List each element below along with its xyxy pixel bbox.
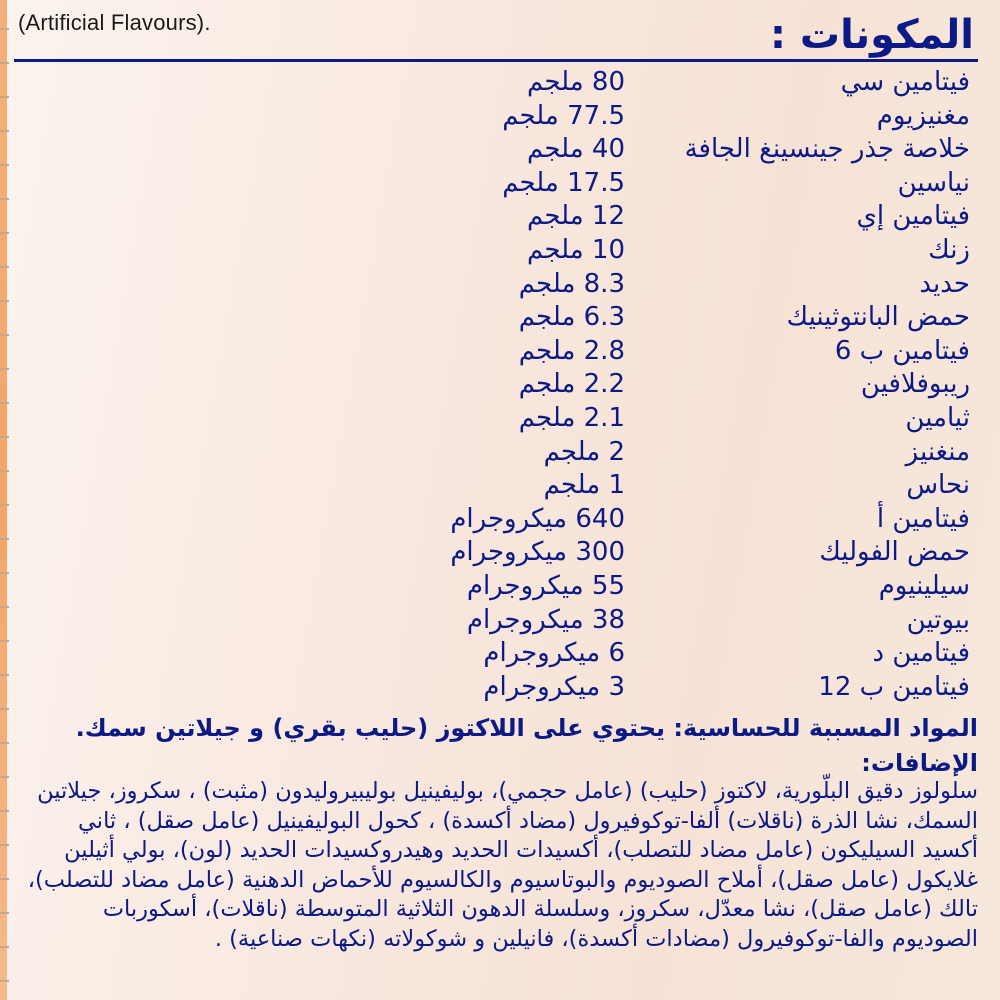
ingredient-name: فيتامين ب 6 xyxy=(834,335,970,366)
ingredient-name: ثيامين xyxy=(905,402,970,433)
ingredient-name: حديد xyxy=(919,268,970,299)
ingredient-quantity: 6 ميكروجرام xyxy=(483,638,625,669)
ingredient-quantity: 10 ملجم xyxy=(527,234,625,265)
ingredient-name: نياسين xyxy=(897,167,970,198)
edge-tick xyxy=(0,62,9,64)
edge-tick xyxy=(0,776,9,778)
ingredient-row xyxy=(0,502,1000,536)
ingredient-name: فيتامين ب 12 xyxy=(818,671,970,702)
ingredient-name: فيتامين سي xyxy=(840,67,970,97)
ingredient-quantity: 80 ملجم xyxy=(527,67,625,97)
edge-tick xyxy=(0,946,9,948)
edge-tick xyxy=(0,878,9,880)
ingredient-name: خلاصة جذر جينسينغ الجافة xyxy=(684,134,970,165)
ingredient-row xyxy=(0,670,1000,704)
additives-text: سلولوز دقيق البلّورية، لاكتوز (حليب) (عامل حجمي)، بوليفينيل بوليبيروليدون (مثبت) ، سكروز، جيلاتين السمك، نشا الذرة (ناقلات) ألفا-توكوفيرول (مضاد أكسدة) ، كحول البوليفينيل (عامل صقل) ، ثاني أكسيد السيليكون (عامل مضاد للتصلب)، أكسيدات الحديد وهيدروكسيدات الحديد (لون)، بولي أثيلين غلايكول (عامل صقل)، أملاح الصوديوم والبوتاسيوم والكالسيوم للأحماض الدهنية (عامل مضاد للتصلب)، تالك (عامل صقل)، نشا معدّل، سكروز، وسلسلة الدهون الثلاثية المتوسطة (ناقلات)، أسكوربات الصوديوم والفا-توكوفيرول (مضادات أكسدة)، فانيلين و شوكولاته (نكهات صناعية) . xyxy=(27,778,978,952)
ingredient-row xyxy=(0,300,1000,334)
ingredient-name: فيتامين أ xyxy=(876,503,970,534)
ingredient-quantity: 640 ميكروجرام xyxy=(450,503,625,534)
heading-underline xyxy=(14,59,978,62)
ingredient-row xyxy=(0,603,1000,637)
edge-tick xyxy=(0,844,9,846)
ingredient-row xyxy=(0,334,1000,368)
ingredient-name: مغنيزيوم xyxy=(876,100,970,131)
ingredient-row xyxy=(0,401,1000,435)
ingredient-quantity: 1 ملجم xyxy=(543,470,625,501)
ingredient-quantity: 8.3 ملجم xyxy=(518,268,625,299)
ingredient-name: زنك xyxy=(928,234,970,265)
ingredient-row xyxy=(0,199,1000,233)
ingredient-quantity: 55 ميكروجرام xyxy=(466,570,625,601)
edge-tick xyxy=(0,28,9,30)
ingredient-name: بيوتين xyxy=(906,604,970,635)
allergen-statement: المواد المسببة للحساسية: يحتوي على اللاكتوز (حليب بقري) و جيلاتين سمك. xyxy=(75,714,978,742)
ingredient-row xyxy=(0,636,1000,670)
ingredient-row xyxy=(0,166,1000,200)
ingredient-name: فيتامين إي xyxy=(856,201,970,232)
ingredients-list xyxy=(0,65,1000,703)
ingredient-quantity: 3 ميكروجرام xyxy=(483,671,625,702)
ingredient-row xyxy=(0,132,1000,166)
ingredient-row xyxy=(0,99,1000,133)
ingredient-name: حمض الفوليك xyxy=(819,537,970,568)
additives-title: الإضافات: xyxy=(861,749,978,777)
ingredient-row xyxy=(0,569,1000,603)
ingredient-row xyxy=(0,367,1000,401)
ingredient-row xyxy=(0,468,1000,502)
ingredient-quantity: 77.5 ملجم xyxy=(502,100,625,131)
ingredient-quantity: 17.5 ملجم xyxy=(502,167,625,198)
edge-tick xyxy=(0,912,9,914)
edge-tick xyxy=(0,810,9,812)
edge-tick xyxy=(0,742,9,744)
ingredient-row xyxy=(0,65,1000,99)
ingredient-quantity: 2 ملجم xyxy=(543,436,625,467)
ingredient-name: فيتامين د xyxy=(872,638,970,669)
artificial-flavours-label: (Artificial Flavours). xyxy=(18,10,211,35)
ingredient-row xyxy=(0,535,1000,569)
ingredients-heading: المكونات : xyxy=(769,12,974,58)
ingredient-row xyxy=(0,233,1000,267)
ingredient-name: منغنيز xyxy=(905,436,970,467)
ingredient-quantity: 12 ملجم xyxy=(527,201,625,232)
ingredient-quantity: 6.3 ملجم xyxy=(518,302,625,333)
ingredient-quantity: 38 ميكروجرام xyxy=(466,604,625,635)
ingredient-quantity: 2.1 ملجم xyxy=(518,402,625,433)
ingredient-row xyxy=(0,267,1000,301)
ingredient-quantity: 2.2 ملجم xyxy=(518,369,625,400)
ingredient-row xyxy=(0,435,1000,469)
ingredient-quantity: 2.8 ملجم xyxy=(518,335,625,366)
ingredient-name: سيلينيوم xyxy=(878,570,970,601)
edge-tick xyxy=(0,708,9,710)
ingredient-quantity: 40 ملجم xyxy=(527,134,625,165)
ingredient-quantity: 300 ميكروجرام xyxy=(450,537,625,568)
ingredient-name: حمض البانتوثينيك xyxy=(786,302,970,333)
edge-tick xyxy=(0,980,9,982)
ingredient-name: ريبوفلافين xyxy=(860,369,970,400)
ingredient-name: نحاس xyxy=(906,470,970,501)
